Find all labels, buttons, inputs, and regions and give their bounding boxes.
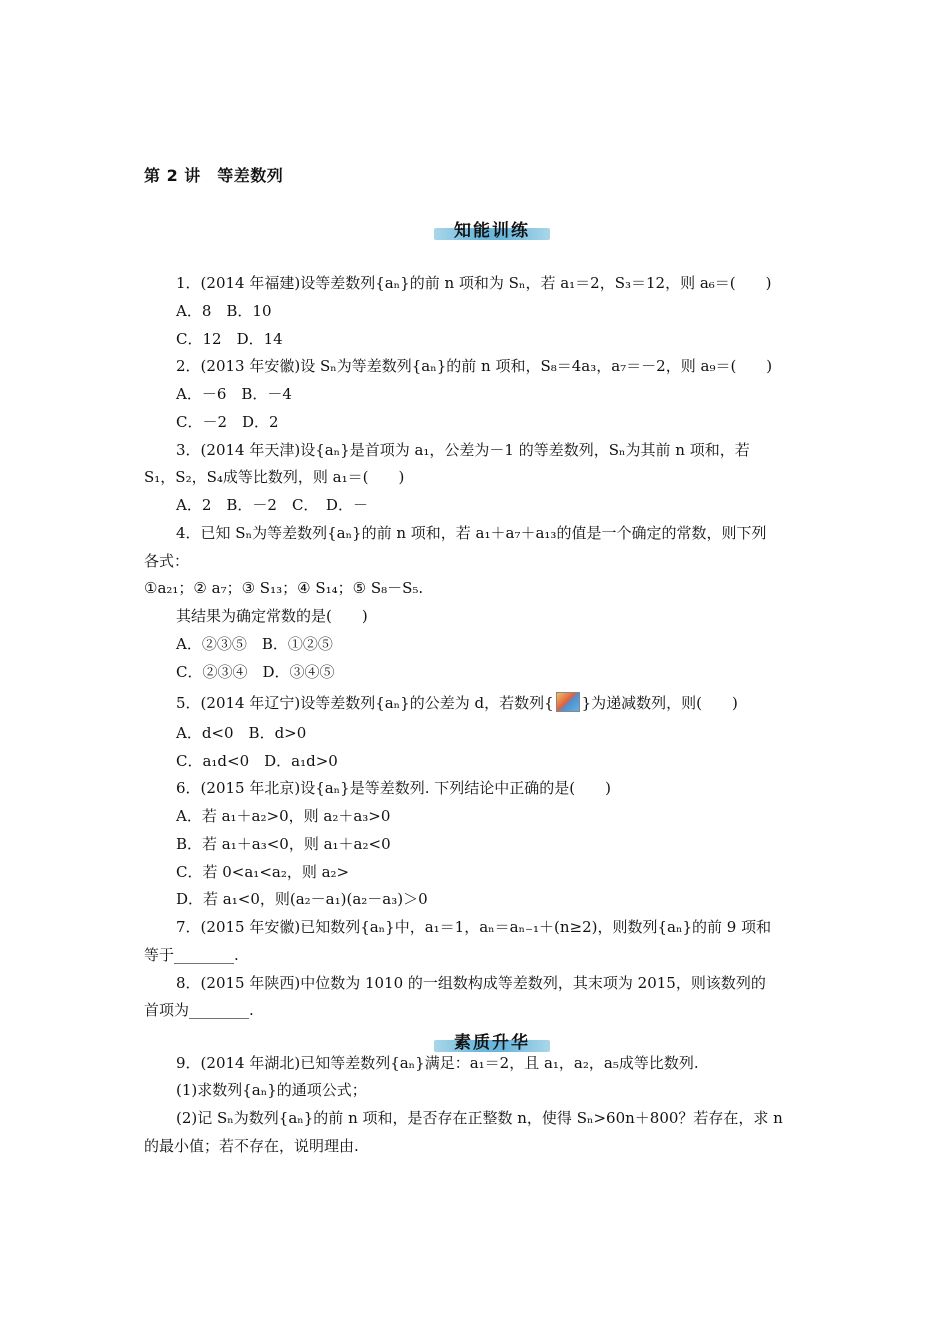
question-3-options: A．2 B．－2 C． D．－: [176, 496, 368, 514]
section-heading-training: 知能训练: [454, 220, 530, 241]
question-7-stem: 7．(2015 年安徽)已知数列{aₙ}中，a₁＝1，aₙ＝aₙ₋₁＋(n≥2)，则数列{aₙ}的前 9 项和: [176, 918, 772, 936]
question-5-stem: [176, 692, 738, 713]
question-7-stem-cont: 等于________.: [144, 946, 239, 964]
question-6-stem: 6．(2015 年北京)设{aₙ}是等差数列. 下列结论中正确的是( ): [176, 779, 611, 797]
question-4-stem: 4．已知 Sₙ为等差数列{aₙ}的前 n 项和，若 a₁＋a₇＋a₁₃的值是一个确定的常数，则下列: [176, 524, 767, 542]
question-9-part-2: (2)记 Sₙ为数列{aₙ}的前 n 项和，是否存在正整数 n，使得 Sₙ>60n＋800？若存在，求 n: [176, 1109, 783, 1127]
question-1-stem: 1．(2014 年福建)设等差数列{aₙ}的前 n 项和为 Sₙ，若 a₁＝2，S₃＝12，则 a₆＝( ): [176, 274, 772, 292]
formula-image-icon: [556, 692, 580, 712]
question-5-options-cd: C．a₁d<0 D．a₁d>0: [176, 752, 338, 770]
question-4-stem-cont: 各式：: [144, 552, 190, 570]
question-4-options-cd: C．②③④ D．③④⑤: [176, 663, 335, 681]
question-9-part-1: (1)求数列{aₙ}的通项公式；: [176, 1081, 367, 1099]
question-6-option-c: C．若 0<a₁<a₂，则 a₂>: [176, 863, 350, 881]
question-2-options-ab: A．－6 B．－4: [176, 385, 292, 403]
question-5-stem-part2: }为递减数列，则( ): [581, 694, 738, 712]
question-9-stem: 9．(2014 年湖北)已知等差数列{aₙ}满足：a₁＝2，且 a₁，a₂，a₅成等比数列.: [176, 1054, 699, 1072]
section-banner-training: [434, 216, 550, 240]
question-9-part-2-cont: 的最小值；若不存在，说明理由.: [144, 1137, 359, 1155]
section-banner-upgrade: [434, 1028, 550, 1052]
question-1-options-cd: C．12 D．14: [176, 330, 283, 348]
question-3-stem-cont: S₁，S₂，S₄成等比数列，则 a₁＝( ): [144, 468, 405, 486]
question-5-stem-part1: 5．(2014 年辽宁)设等差数列{aₙ}的公差为 d，若数列{: [176, 694, 554, 712]
page-title: 第 2 讲 等差数列: [144, 166, 284, 185]
question-6-option-b: B．若 a₁＋a₃<0，则 a₁＋a₂<0: [176, 835, 391, 853]
question-4-options-ab: A．②③⑤ B．①②⑤: [176, 635, 333, 653]
question-5-options-ab: A．d<0 B．d>0: [176, 724, 307, 742]
question-8-stem-cont: 首项为________.: [144, 1001, 254, 1019]
question-4-prompt: 其结果为确定常数的是( ): [176, 607, 368, 625]
question-1-options-ab: A．8 B．10: [176, 302, 272, 320]
question-4-items: ①a₂₁；② a₇；③ S₁₃；④ S₁₄；⑤ S₈－S₅.: [144, 579, 424, 597]
question-6-option-a: A．若 a₁＋a₂>0，则 a₂＋a₃>0: [176, 807, 391, 825]
question-8-stem: 8．(2015 年陕西)中位数为 1010 的一组数构成等差数列，其末项为 2015，则该数列的: [176, 974, 766, 992]
question-6-option-d: D．若 a₁<0，则(a₂－a₁)(a₂－a₃)＞0: [176, 890, 428, 908]
question-3-stem: 3．(2014 年天津)设{aₙ}是首项为 a₁，公差为－1 的等差数列，Sₙ为其前 n 项和，若: [176, 441, 750, 459]
question-2-stem: 2．(2013 年安徽)设 Sₙ为等差数列{aₙ}的前 n 项和，S₈＝4a₃，a₇＝－2，则 a₉＝( ): [176, 357, 773, 375]
question-2-options-cd: C．－2 D．2: [176, 413, 279, 431]
section-heading-upgrade: 素质升华: [454, 1032, 530, 1053]
